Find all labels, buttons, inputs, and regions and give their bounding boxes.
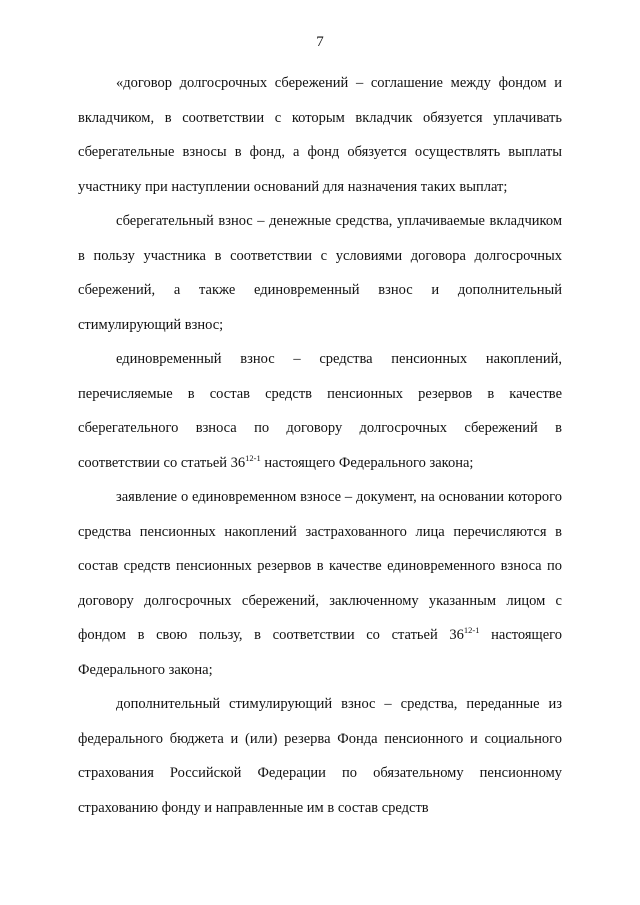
article-superscript: 12-1	[463, 625, 480, 635]
definition-paragraph-lump-sum-contribution	[78, 342, 562, 480]
document-body	[78, 66, 562, 825]
definition-paragraph-lump-sum-application	[78, 480, 562, 687]
article-superscript: 12-1	[245, 452, 261, 463]
definition-paragraph-additional-incentive: дополнительный стимулирующий взнос – средства, переданные из федерального бюджета и (или) резерва Фонда пенсионного и социального страхования Российской Федерации по обязательному пенсионному страхованию фонду и направленные им в состав средств	[78, 696, 562, 816]
paragraph-text: настоящего Федерального закона;	[78, 627, 562, 678]
definition-paragraph-savings-agreement: «договор долгосрочных сбережений – соглашение между фондом и вкладчиком, в соответствии с которым вкладчик обязуется уплачивать сберегательные взносы в фонд, а фонд обязуется осуществлять выплаты участнику при наступлении оснований для назначения таких выплат;	[78, 75, 562, 195]
definition-paragraph-savings-contribution: сберегательный взнос – денежные средства, уплачиваемые вкладчиком в пользу участника в соответствии с условиями договора долгосрочных сбережений, а также единовременный взнос и дополнительный стимулирующий взнос;	[78, 213, 562, 333]
paragraph-text: настоящего Федерального закона;	[260, 454, 474, 471]
page-number: 7	[316, 34, 324, 50]
paragraph-text: заявление о единовременном взносе – документ, на основании которого средства пенсионных накоплений застрахованного лица перечисляются в состав средств пенсионных резервов в качестве единовременного взноса по договору долгосрочных сбережений, заключенному указанным лицом с фондом в свою пользу, в соответствии со статьей 36	[78, 489, 562, 643]
paragraph-text: единовременный взнос – средства пенсионных накоплений, перечисляемые в состав средств пенсионных резервов в качестве сберегательного взноса по договору долгосрочных сбережений в соответствии со статьей 36	[78, 351, 562, 471]
